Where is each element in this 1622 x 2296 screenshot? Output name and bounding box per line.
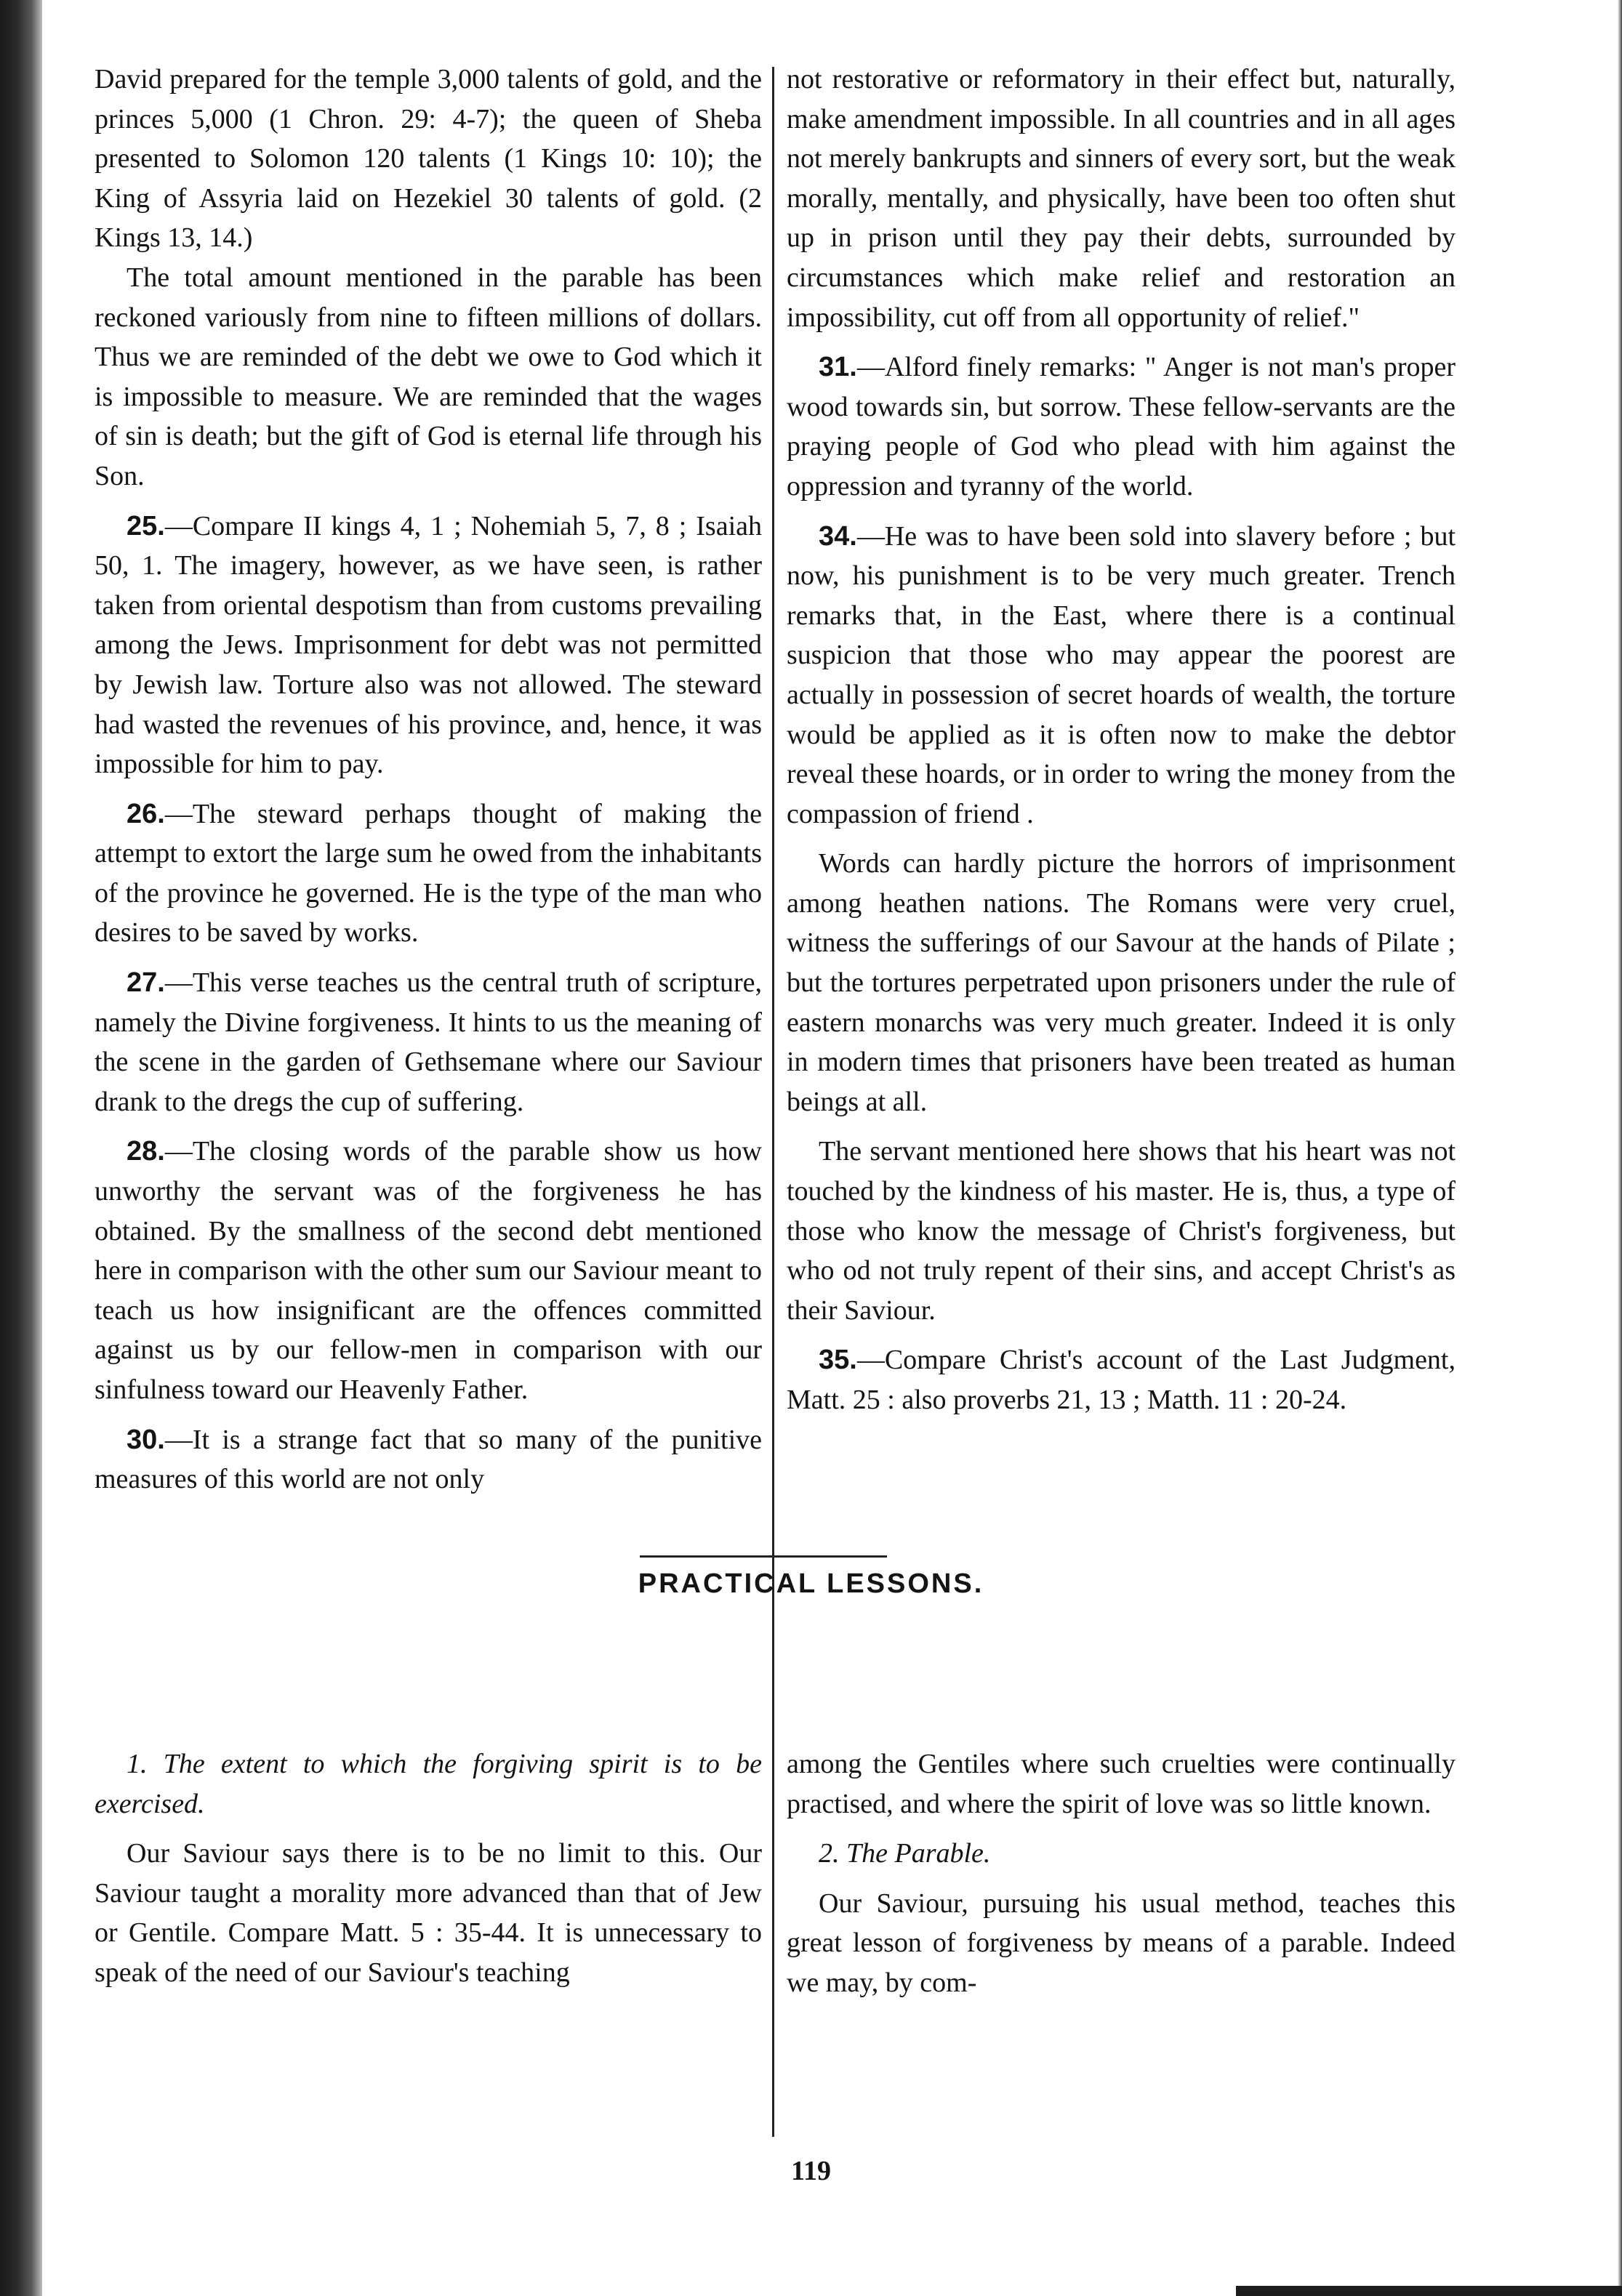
note-26: 26.—The steward perhaps thought of making the attempt to extort the large sum he owed from the inhabitants of the province he governed. He is the type of the man who desires to be saved by works.	[95, 798, 762, 948]
note-28: 28.—The closing words of the parable show us how unworthy the servant was of the forgiveness he has obtained. By the smallness of the second debt mentioned here in comparison with the other sum our Saviour meant to teach us how insignificant are the offences committed against us by our fellow-men in comparison with our sinfulness toward our Heavenly Father.	[95, 1136, 762, 1405]
note-31: 31.—Alford finely remarks: " Anger is not man's proper wood towards sin, but sorrow. These fellow-servants are the praying people of God who plead with him against the oppression and tyranny of the world.	[787, 352, 1456, 502]
paragraph: The total amount mentioned in the parable has been reckoned variously from nine to fifteen millions of dollars. Thus we are reminded of the debt we owe to God which it is impossible to measure. We are reminded that the wages of sin is death; but the gift of God is eternal life through his Son.	[95, 262, 762, 491]
paragraph: David prepared for the temple 3,000 talents of gold, and the princes 5,000 (1 Chron. 29: 4-7); the queen of Sheba presented to Solomon 120 talents (1 Kings 10: 10); the King of Assyria laid on Hezekiel 30 talents of gold. (2 Kings 13, 14.)	[95, 64, 762, 254]
scan-right-edge	[1618, 0, 1622, 2296]
left-column-bottom	[95, 1744, 762, 1993]
section-heading: PRACTICAL LESSONS.	[638, 1568, 984, 1599]
scan-left-edge	[0, 0, 42, 2296]
note-27: 27.—This verse teaches us the central truth of scripture, namely the Divine forgiveness. It hints to us the meaning of the scene in the garden of Gethsemane where our Saviour drank to the dregs the cup of suffering.	[95, 967, 762, 1117]
paragraph: Our Saviour, pursuing his usual method, teaches this great lesson of forgiveness by means of a parable. Indeed we may, by com-	[787, 1888, 1456, 1998]
scan-bottom-edge	[1236, 2286, 1622, 2296]
column-rule-bottom	[772, 1744, 774, 2137]
right-column-bottom	[787, 1744, 1456, 2003]
lesson-title: 1. The extent to which the forgiving spirit is to be exercised.	[95, 1749, 762, 1819]
note-30: 30.—It is a strange fact that so many of the punitive measures of this world are not only	[95, 1424, 762, 1495]
left-column-top	[95, 60, 762, 1499]
paragraph: not restorative or reformatory in their effect but, naturally, make amendment impossible. In all countries and in all ages not merely bankrupts and sinners of every sort, but the weak morally, mentally, and physically, have been too often shut up in prison until they pay their debts, surrounded by circumstances which make relief and restoration an impossibility, cut off from all opportunity of relief."	[787, 64, 1456, 333]
note-34: 34.—He was to have been sold into slavery before ; but now, his punishment is to be very much greater. Trench remarks that, in the East, where there is a continual suspicion that those who may appear the poorest are actually in possession of secret hoards of wealth, the torture would be applied as it is often now to make the debtor reveal these hoards, or in order to wring the money from the compassion of friend .	[787, 520, 1456, 829]
paragraph: among the Gentiles where such cruelties were continually practised, and where the spirit of love was so little known.	[787, 1749, 1456, 1819]
note-25: 25.—Compare II kings 4, 1 ; Nohemiah 5, 7, 8 ; Isaiah 50, 1. The imagery, however, as we have seen, is rather taken from oriental despotism than from customs prevailing among the Jews. Imprisonment for debt was not permitted by Jewish law. Torture also was not allowed. The steward had wasted the revenues of his province, and, hence, it was impossible for him to pay.	[95, 510, 762, 780]
section-rule	[640, 1555, 887, 1558]
lesson-title: 2. The Parable.	[819, 1838, 991, 1869]
paragraph: Words can hardly picture the horrors of imprisonment among heathen nations. The Romans were very cruel, witness the sufferings of our Savour at the hands of Pilate ; but the tortures perpetrated upon prisoners under the rule of eastern monarchs was very much greater. Indeed it is only in modern times that prisoners have been treated as human beings at all.	[787, 848, 1456, 1117]
note-35: 35.—Compare Christ's account of the Last Judgment, Matt. 25 : also proverbs 21, 13 ; Matth. 11 : 20-24.	[787, 1345, 1456, 1415]
column-rule-top	[772, 67, 774, 1791]
right-column-top	[787, 60, 1456, 1420]
paragraph: The servant mentioned here shows that his heart was not touched by the kindness of his master. He is, thus, a type of those who know the message of Christ's forgiveness, but who od not truly repent of their sins, and accept Christ's as their Saviour.	[787, 1136, 1456, 1326]
page-number: 119	[791, 2156, 831, 2186]
paragraph: Our Saviour says there is to be no limit to this. Our Saviour taught a morality more advanced than that of Jew or Gentile. Compare Matt. 5 : 35-44. It is unnecessary to speak of the need of our Saviour's teaching	[95, 1838, 762, 1988]
